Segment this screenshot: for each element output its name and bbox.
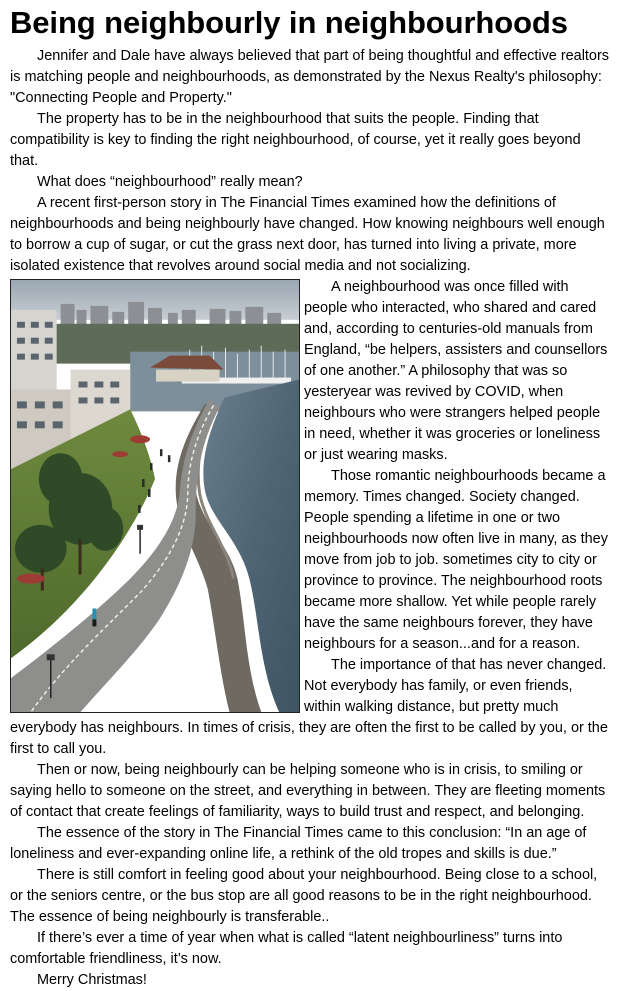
- paragraph-essence: The essence of the story in The Financial Times came to this conclusion: “In an age of loneliness and ever-expanding online life, a rethink of the old tropes and skills is due.”: [10, 825, 587, 862]
- paragraph-compatibility: The property has to be in the neighbourhood that suits the people. Finding that compatibility is key to finding the right neighbourhood, of course, yet it really goes beyond that.: [10, 111, 581, 169]
- article: [10, 0, 612, 991]
- paragraph-then-or-now: Then or now, being neighbourly can be helping someone who is in crisis, to smiling or saying hello to someone on the street, and everything in between. They are fleeting moments of contact that create feelings of familiarity, ways to build trust and respect, and belonging.: [10, 762, 606, 820]
- seawall-photo-image: [11, 280, 299, 712]
- page-title: Being neighbourly in neighbourhoods: [10, 5, 568, 40]
- paragraph-financial-times: A recent first-person story in The Financial Times examined how the definitions of neighbourhoods and being neighbourly have changed. How knowing neighbours well enough to borrow a cup of sugar, or cut the grass next door, has turned into living a private, more isolated existence that revolves around social media and not socializing.: [10, 195, 605, 274]
- paragraph-importance: The importance of that has never changed. Not everybody has family, or even friends, within walking distance, but pretty much everybody has neighbours. In times of crisis, they are often the first to be called by you, or the first to call you.: [10, 657, 608, 757]
- seawall-photo: [10, 279, 300, 713]
- paragraph-romantic: Those romantic neighbourhoods became a memory. Times changed. Society changed. People spending a lifetime in one or two neighbourhoods now often live in many, as they move from job to job. sometimes city to city or province to province. The neighbourhood roots became more shallow. Yet while people rarely have the same neighbours forever, they have neighbours for a season...and for a reason.: [304, 468, 608, 652]
- paragraph-merry-christmas: Merry Christmas!: [37, 972, 147, 988]
- article-body: [10, 46, 612, 991]
- paragraph-comfort: There is still comfort in feeling good about your neighbourhood. Being close to a school, or the seniors centre, or the bus stop are all good reasons to be in the right neighbourhood. The essence of being neighbourly is transferable..: [10, 867, 598, 925]
- paragraph-latent: If there’s ever a time of year when what is called “latent neighbourliness” turns into comfortable friendliness, it’s now.: [10, 930, 563, 967]
- paragraph-question: What does “neighbourhood” really mean?: [37, 174, 303, 190]
- paragraph-intro: Jennifer and Dale have always believed that part of being thoughtful and effective realtors is matching people and neighbourhoods, as demonstrated by the Nexus Realty's philosophy: "Connecting People and Property.": [10, 48, 609, 106]
- paragraph-once-filled: A neighbourhood was once filled with people who interacted, who shared and cared and, according to centuries-old manuals from England, “be helpers, assisters and counsellors of one another.” A philosophy that was so yesteryear was revived by COVID, when neighbours who were strangers helped people in need, whether it was groceries or loneliness or just wearing masks.: [304, 279, 608, 463]
